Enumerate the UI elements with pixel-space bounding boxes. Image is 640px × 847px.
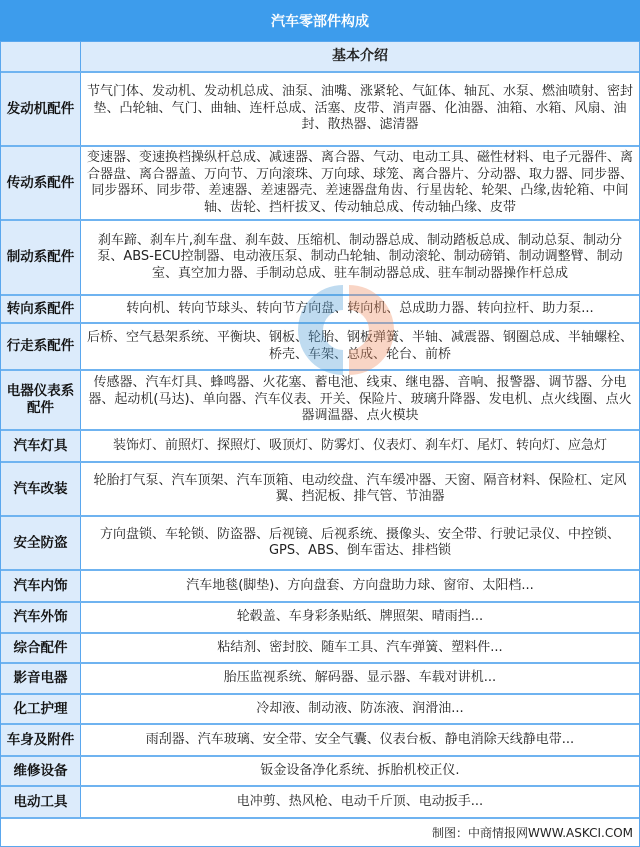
- header-description: 基本介绍: [81, 42, 639, 71]
- table-row: [1, 221, 639, 296]
- row-category: 转向系配件: [1, 296, 81, 322]
- table-row: [1, 324, 639, 371]
- table-row: [1, 603, 639, 634]
- table-row: [1, 517, 639, 571]
- table-title: 汽车零部件构成: [0, 0, 640, 42]
- table-header-row: [1, 42, 639, 73]
- table-row: [1, 73, 639, 147]
- row-items: 钣金设备净化系统、拆胎机校正仪.: [260, 762, 460, 778]
- table-row: [1, 431, 639, 463]
- row-category: 安全防盗: [1, 517, 81, 569]
- row-items: 电冲剪、热风枪、电动千斤顶、电动扳手...: [236, 793, 484, 809]
- row-items: 冷却液、制动液、防冻液、润滑油...: [256, 700, 464, 716]
- row-items: 转向机、转向节球头、转向节方向盘、转向机、总成助力器、转向拉杆、助力泵...: [126, 300, 594, 316]
- table-row: [1, 147, 639, 221]
- row-category: 发动机配件: [1, 73, 81, 145]
- row-items: 刹车蹄、刹车片,刹车盘、刹车鼓、压缩机、制动器总成、制动踏板总成、制动总泵、制动分泵、ABS-ECU控制器、电动液压泵、制动凸轮轴、制动滚轮、制动磅销、制动调整臂、制动室、真空加力器、手制动总成、驻车制动器总成、驻车制动器操作杆总成: [97, 232, 623, 281]
- row-category: 影音电器: [1, 664, 81, 693]
- row-items: 粘结剂、密封胶、随车工具、汽车弹簧、塑料件...: [217, 639, 503, 655]
- row-category: 车身及附件: [1, 725, 81, 755]
- table-row: [1, 463, 639, 517]
- table-row: [1, 787, 639, 819]
- table-row: [1, 371, 639, 431]
- table-row: [1, 695, 639, 725]
- parts-table: [0, 42, 640, 819]
- row-items: 节气门体、发动机、发动机总成、油泵、油嘴、涨紧轮、气缸体、轴瓦、水泵、燃油喷射、密封垫、凸轮轴、气门、曲轴、连杆总成、活塞、皮带、消声器、化油器、油箱、水箱、风扇、油封、散热器、滤清器: [86, 84, 633, 133]
- row-category: 维修设备: [1, 757, 81, 785]
- row-category: 行走系配件: [1, 324, 81, 369]
- table-row: [1, 757, 639, 787]
- row-category: 传动系配件: [1, 147, 81, 219]
- row-items: 传感器、汽车灯具、蜂鸣器、火花塞、蓄电池、线束、继电器、音响、报警器、调节器、分电器、起动机(马达)、单向器、汽车仪表、开关、保险片、玻璃升降器、发电机、点火线圈、点火器调温器、点火模块: [88, 375, 632, 424]
- row-category: 制动系配件: [1, 221, 81, 294]
- table-row: [1, 725, 639, 757]
- header-category: [1, 42, 81, 71]
- row-category: 综合配件: [1, 634, 81, 662]
- row-items: 胎压监视系统、解码器、显示器、车载对讲机...: [223, 670, 497, 686]
- row-items: 变速器、变速换档操纵杆总成、减速器、离合器、气动、电动工具、磁性材料、电子元器件、离合器盘、离合器盖、万向节、万向滚珠、万向球、球笼、离合器片、分动器、取力器、同步器、同步器环、同步带、差速器、差速器壳、差速器盘角齿、行星齿轮、轮架、凸缘,齿轮箱、中间轴、齿轮、挡杆拔叉、传动轴总成、传动轴凸缘、皮带: [86, 150, 633, 215]
- row-category: 汽车内饰: [1, 571, 81, 601]
- row-items: 汽车地毯(脚垫)、方向盘套、方向盘助力球、窗帘、太阳档...: [186, 577, 534, 593]
- row-items: 装饰灯、前照灯、探照灯、吸顶灯、防雾灯、仪表灯、刹车灯、尾灯、转向灯、应急灯: [112, 437, 607, 453]
- row-category: 汽车改装: [1, 463, 81, 515]
- table-row: [1, 634, 639, 664]
- table-row: [1, 296, 639, 324]
- row-category: 电动工具: [1, 787, 81, 817]
- table-row: [1, 571, 639, 603]
- row-category: 电器仪表系配件: [1, 371, 81, 429]
- row-items: 方向盘锁、车轮锁、防盗器、后视镜、后视系统、摄像头、安全带、行驶记录仪、中控锁、GPS、ABS、倒车雷达、排档锁: [99, 526, 620, 558]
- row-category: 汽车灯具: [1, 431, 81, 461]
- table-row: [1, 664, 639, 695]
- row-items: 后桥、空气悬架系统、平衡块、钢板、轮胎、钢板弹簧、半轴、减震器、钢圈总成、半轴螺栓、桥壳、车架、总成、轮台、前桥: [86, 330, 633, 362]
- row-items: 轮毂盖、车身彩条贴纸、牌照架、晴雨挡...: [236, 609, 484, 625]
- row-category: 汽车外饰: [1, 603, 81, 632]
- source-credit: 制图：中商情报网WWW.ASKCI.COM: [0, 819, 640, 847]
- row-items: 轮胎打气泵、汽车顶架、汽车顶箱、电动绞盘、汽车缓冲器、天窗、隔音材料、保险杠、定风翼、挡泥板、排气管、节油器: [93, 472, 627, 504]
- row-category: 化工护理: [1, 695, 81, 723]
- row-items: 雨刮器、汽车玻璃、安全带、安全气囊、仪表台板、静电消除天线静电带...: [145, 731, 575, 747]
